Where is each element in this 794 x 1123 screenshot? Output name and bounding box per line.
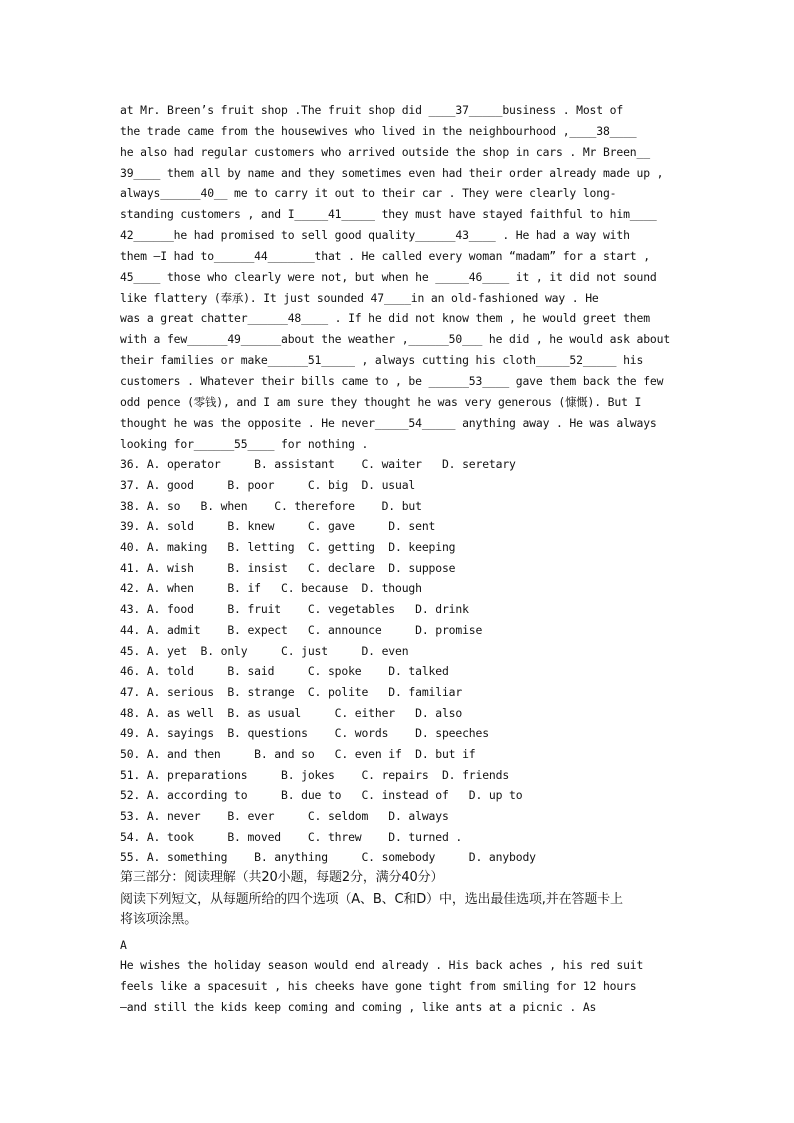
instruction-line: 阅读下列短文，从每题所给的四个选项（A、B、C和D）中，选出最佳选项,并在答题卡上 [120, 891, 623, 907]
option-row: 46. A. told B. said C. spoke D. talked [120, 664, 449, 679]
option-row: 40. A. making B. letting C. getting D. keeping [120, 540, 456, 555]
option-row: 53. A. never B. ever C. seldom D. always [120, 809, 449, 824]
passage-line: them —I had to______44_______that . He called every woman “madam” for a start , [120, 248, 650, 263]
option-row: 45. A. yet B. only C. just D. even [120, 643, 409, 658]
passage-line: the trade came from the housewives who lived in the neighbourhood ,____38____ [120, 123, 637, 138]
option-row: 48. A. as well B. as usual C. either D. also [120, 705, 463, 720]
cloze-passage [120, 100, 680, 454]
passage-line: 45____ those who clearly were not, but when he _____46____ it , it did not sound [120, 269, 657, 284]
option-row: 38. A. so B. when C. therefore D. but [120, 498, 422, 513]
passage-line: odd pence (零钱), and I am sure they thought he was very generous (慷慨). But I [120, 394, 642, 409]
passage-line: like flattery (奉承). It just sounded 47____in an old-fashioned way . He [120, 290, 599, 305]
document-page [120, 100, 680, 1018]
option-row: 37. A. good B. poor C. big D. usual [120, 478, 416, 493]
passage-line: 39____ them all by name and they sometimes even had their order already made up , [120, 165, 664, 180]
passage-line: at Mr. Breen’s fruit shop .The fruit shop did ____37_____business . Most of [120, 103, 624, 117]
instruction-line: 将该项涂黑。 [120, 912, 198, 928]
option-row: 44. A. admit B. expect C. announce D. promise [120, 622, 483, 637]
option-row: 49. A. sayings B. questions C. words D. speeches [120, 726, 489, 741]
passage-line: 42______he had promised to sell good quality______43____ . He had a way with [120, 228, 630, 243]
option-row: 43. A. food B. fruit C. vegetables D. drink [120, 602, 469, 617]
passage-line: with a few______49______about the weather ,______50___ he did , he would ask about [120, 332, 671, 347]
option-row: 51. A. preparations B. jokes C. repairs D. friends [120, 767, 510, 782]
section-heading: 第三部分：阅读理解（共20小题，每题2分，满分40分） [120, 870, 444, 886]
passage-line: customers . Whatever their bills came to , be ______53____ gave them back the few [120, 373, 664, 388]
passage-line: feels like a spacesuit , his cheeks have gone tight from smiling for 12 hours [120, 979, 637, 994]
passage-line: standing customers , and I_____41_____ they must have stayed faithful to him____ [120, 207, 657, 222]
passage-line: always______40__ me to carry it out to their car . They were clearly long- [120, 186, 617, 201]
option-row: 55. A. something B. anything C. somebody D. anybody [120, 850, 536, 865]
passage-line: —and still the kids keep coming and coming , like ants at a picnic . As [120, 1000, 597, 1015]
option-row: 54. A. took B. moved C. threw D. turned . [120, 829, 463, 844]
passage-line: looking for______55____ for nothing . [120, 436, 369, 451]
passage-line: He wishes the holiday season would end already . His back aches , his red suit [120, 958, 644, 973]
answer-options [120, 454, 680, 868]
option-row: 36. A. operator B. assistant C. waiter D. seretary [120, 457, 516, 472]
passage-line: thought he was the opposite . He never_____54_____ anything away . He was always [120, 415, 657, 430]
option-row: 39. A. sold B. knew C. gave D. sent [120, 519, 436, 534]
option-row: 47. A. serious B. strange C. polite D. familiar [120, 684, 463, 699]
option-row: 50. A. and then B. and so C. even if D. but if [120, 746, 476, 761]
option-row: 42. A. when B. if C. because D. though [120, 581, 422, 596]
passage-line: he also had regular customers who arrived outside the shop in cars . Mr Breen__ [120, 144, 650, 159]
passage-line: their families or make______51_____ , always cutting his cloth_____52_____ his [120, 353, 644, 368]
passage-line: was a great chatter______48____ . If he did not know them , he would greet them [120, 311, 650, 326]
reading-passage [120, 955, 680, 1018]
option-row: 52. A. according to B. due to C. instead of D. up to [120, 788, 523, 803]
passage-label: A [120, 937, 127, 952]
option-row: 41. A. wish B. insist C. declare D. suppose [120, 560, 456, 575]
